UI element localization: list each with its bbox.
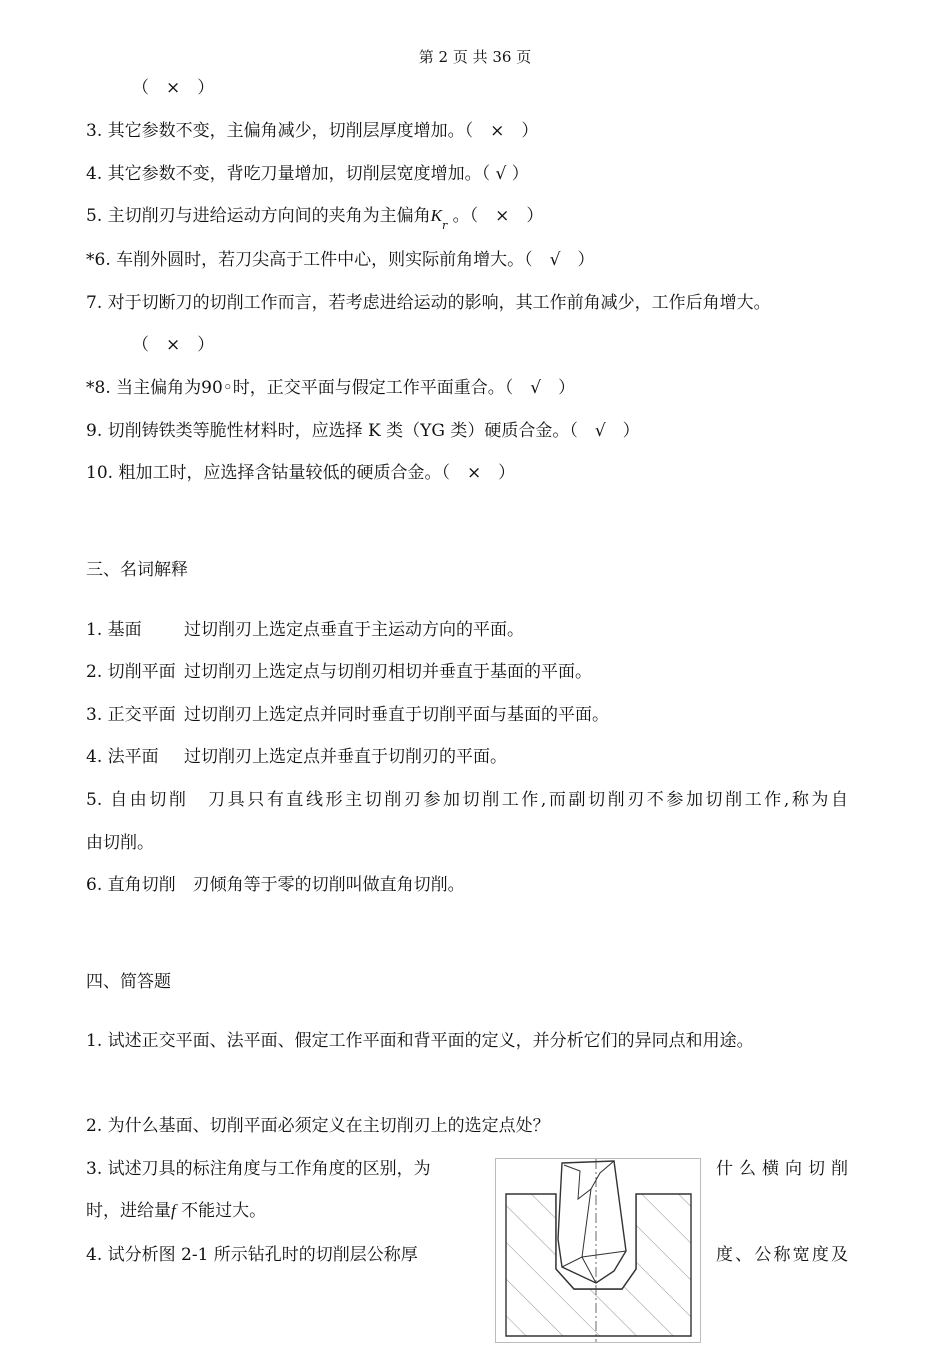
short-answer-q1: 1. 试述正交平面、法平面、假定工作平面和背平面的定义，并分析它们的异同点和用途。 (86, 1031, 754, 1051)
definition-term: 3. 正交平面 (86, 705, 176, 725)
short-answer-q3-left: 3. 试述刀具的标注角度与工作角度的区别，为 (86, 1159, 431, 1179)
definition-text: 过切削刃上选定点与切削刃相切并垂直于基面的平面。 (184, 662, 592, 682)
short-answer-q2: 2. 为什么基面、切削平面必须定义在主切削刃上的选定点处？ (86, 1116, 550, 1136)
short-answer-q3-line2 (86, 1199, 266, 1223)
judgement-q5-answer: 。（ × ） (447, 206, 544, 226)
definition-term: 4. 法平面 (86, 747, 159, 767)
feed-symbol: f (171, 1201, 176, 1220)
definition-term: 2. 切削平面 (86, 662, 176, 682)
drill-illustration (496, 1159, 700, 1342)
definition-item (86, 703, 609, 727)
definition-text: 过切削刃上选定点并垂直于切削刃的平面。 (184, 747, 507, 767)
drill-bit (558, 1161, 626, 1283)
judgement-q7-answer: （ × ） (132, 335, 215, 355)
section-title-definitions: 三、名词解释 (86, 560, 188, 580)
judgement-q7: 7. 对于切断刀的切削工作而言，若考虑进给运动的影响，其工作前角减少，工作后角增大。 (86, 293, 771, 313)
short-answer-q4-right: 度、公称宽度及 (716, 1245, 848, 1265)
page-indicator: 第 2 页 共 36 页 (418, 48, 532, 66)
judgement-q3: 3. 其它参数不变，主偏角减少，切削层厚度增加。（ × ） (86, 121, 539, 141)
definition-item (86, 660, 592, 684)
judgement-q10: 10. 粗加工时，应选择含钴量较低的硬质合金。（ × ） (86, 463, 516, 483)
judgement-q4: 4. 其它参数不变，背吃刀量增加，切削层宽度增加。（ √ ） (86, 164, 529, 184)
definition-item-5-line2: 由切削。 (86, 833, 154, 853)
definition-item-5-line1: 5. 自由切削 刀具只有直线形主切削刃参加切削工作,而副切削刃不参加切削工作,称为自 (86, 790, 848, 810)
definition-item (86, 745, 507, 769)
short-answer-q3-right: 什么横向切削 (716, 1159, 848, 1179)
kr-symbol: K (430, 206, 442, 225)
short-answer-q4-left: 4. 试分析图 2-1 所示钻孔时的切削层公称厚 (86, 1245, 418, 1265)
definition-text: 过切削刃上选定点并同时垂直于切削平面与基面的平面。 (184, 705, 609, 725)
judgement-q5-text: 5. 主切削刃与进给运动方向间的夹角为主偏角 (86, 206, 431, 226)
judgement-q9: 9. 切削铸铁类等脆性材料时，应选择 K 类（YG 类）硬质合金。（ √ ） (86, 421, 640, 441)
kr-subscript: r (441, 219, 448, 232)
judgement-q8: *8. 当主偏角为90◦时，正交平面与假定工作平面重合。（ √ ） (86, 378, 576, 398)
judgement-q6: *6. 车削外圆时，若刀尖高于工件中心，则实际前角增大。（ √ ） (86, 250, 595, 270)
answer-continued: （ × ） (132, 78, 215, 98)
short-answer-q3-tail: 不能过大。 (175, 1201, 267, 1221)
drilling-figure (495, 1158, 701, 1343)
short-answer-q3-text: 时，进给量 (86, 1201, 171, 1221)
definition-item (86, 618, 524, 642)
judgement-q5 (86, 204, 543, 230)
definition-term: 1. 基面 (86, 620, 142, 640)
section-title-short-answer: 四、简答题 (86, 972, 171, 992)
definition-text: 过切削刃上选定点垂直于主运动方向的平面。 (184, 620, 524, 640)
definition-item-6: 6. 直角切削 刃倾角等于零的切削叫做直角切削。 (86, 875, 465, 895)
